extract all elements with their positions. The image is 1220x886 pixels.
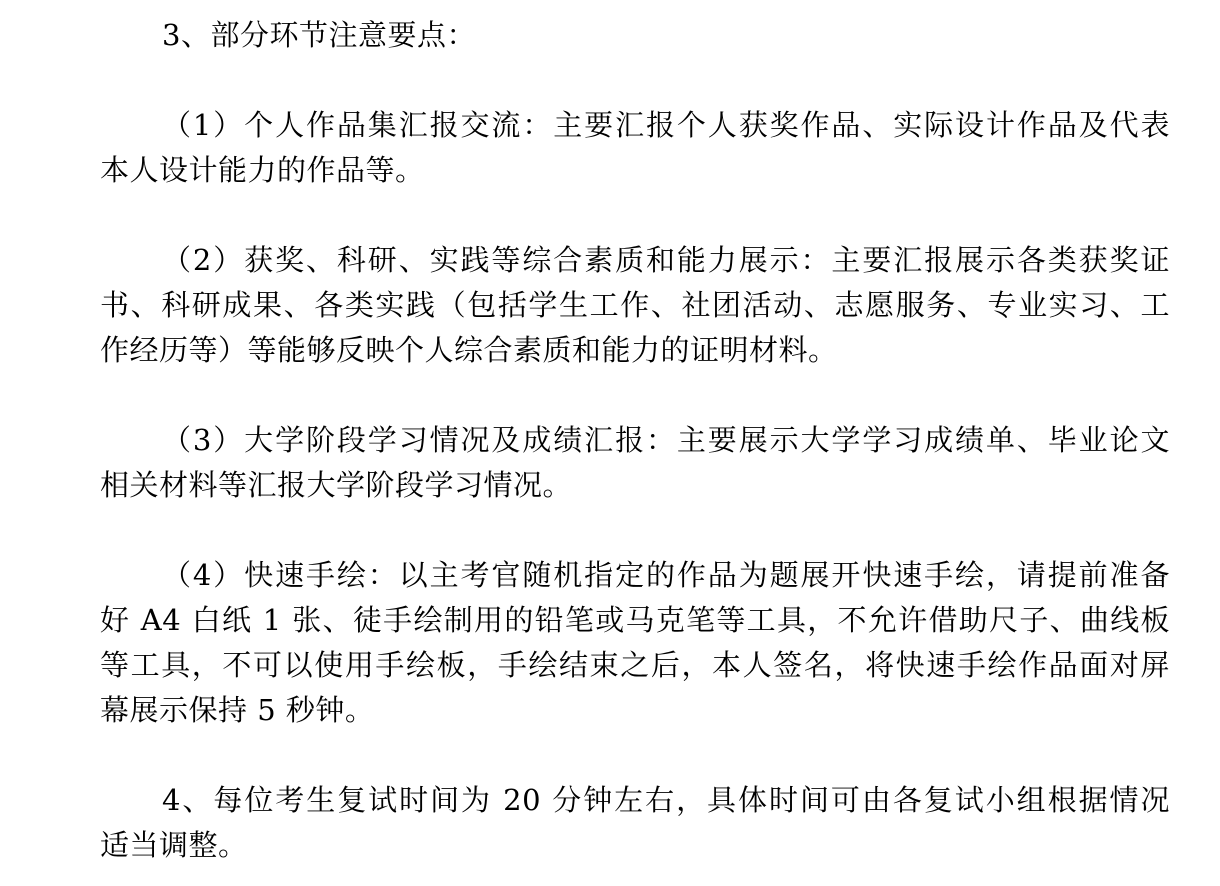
text-line: 4、每位考生复试时间为 20 分钟左右，具体时间可由各复试小组根据情况: [162, 783, 1170, 817]
paragraph-note-2: [100, 238, 1170, 373]
heading-point-3: [100, 13, 1170, 58]
text-line: 本人设计能力的作品等。: [100, 153, 425, 187]
paragraph-point-4: [100, 778, 1170, 868]
text-line: （4）快速手绘：以主考官随机指定的作品为题展开快速手绘，请提前准备: [162, 558, 1170, 592]
paragraph-note-3: [100, 418, 1170, 508]
paragraph-note-4: [100, 553, 1170, 733]
text-line: （2）获奖、科研、实践等综合素质和能力展示：主要汇报展示各类获奖证: [162, 243, 1170, 277]
text-line: 相关材料等汇报大学阶段学习情况。: [100, 468, 573, 502]
text-line: 适当调整。: [100, 828, 248, 862]
text-line: 书、科研成果、各类实践（包括学生工作、社团活动、志愿服务、专业实习、工: [100, 288, 1170, 322]
heading-line: 3、部分环节注意要点：: [162, 18, 476, 52]
text-line: 作经历等）等能够反映个人综合素质和能力的证明材料。: [100, 333, 838, 367]
text-line: 等工具，不可以使用手绘板，手绘结束之后，本人签名，将快速手绘作品面对屏: [100, 648, 1170, 682]
text-line: （3）大学阶段学习情况及成绩汇报：主要展示大学学习成绩单、毕业论文: [162, 423, 1170, 457]
text-line: （1）个人作品集汇报交流：主要汇报个人获奖作品、实际设计作品及代表: [162, 108, 1170, 142]
text-line: 幕展示保持 5 秒钟。: [100, 693, 375, 727]
paragraph-note-1: [100, 103, 1170, 193]
text-line: 好 A4 白纸 1 张、徒手绘制用的铅笔或马克笔等工具，不允许借助尺子、曲线板: [100, 603, 1170, 637]
